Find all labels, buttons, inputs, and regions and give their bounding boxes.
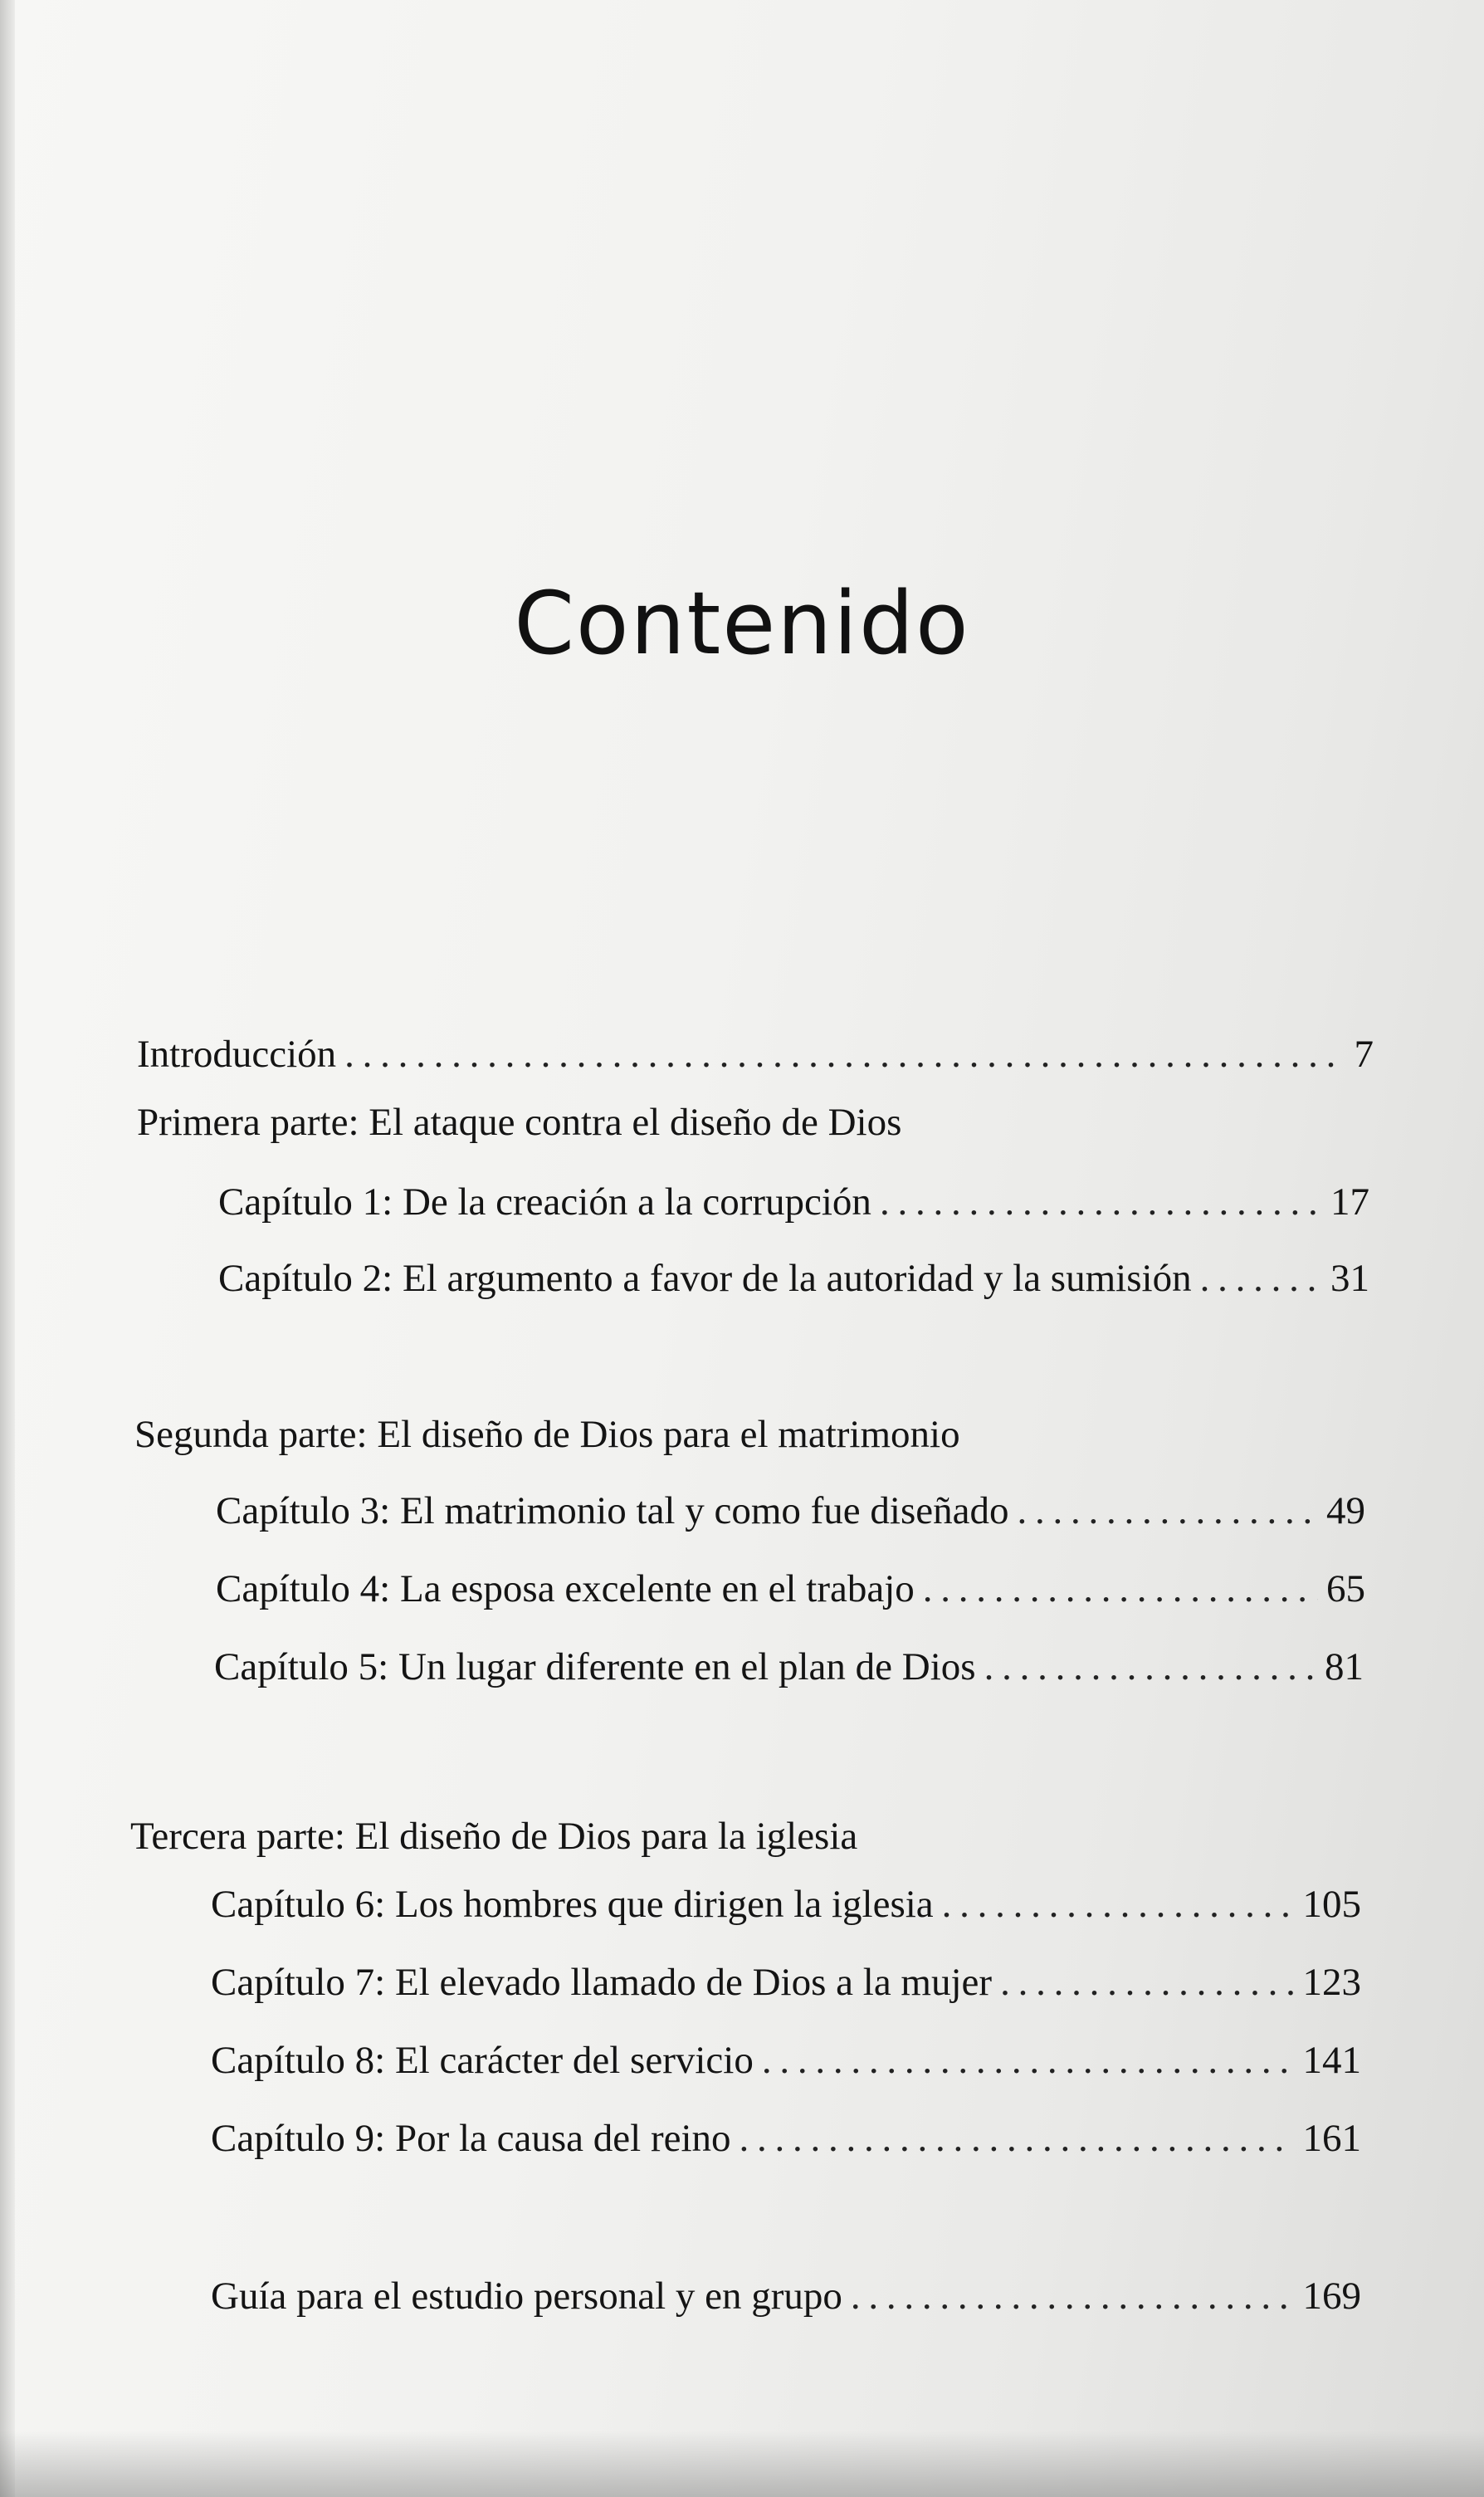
page-title: Contenido xyxy=(514,573,970,674)
dot-leader xyxy=(942,1879,1295,1929)
toc-entry-page: 123 xyxy=(1302,1961,1361,2004)
page-bottom-shadow xyxy=(0,2431,1484,2497)
toc-entry-page: 17 xyxy=(1330,1180,1369,1224)
toc-entry-chapter-5 xyxy=(214,1642,1364,1692)
toc-entry-introduction xyxy=(137,1029,1374,1079)
dot-leader xyxy=(923,1564,1318,1614)
toc-entry-label: Capítulo 8: El carácter del servicio xyxy=(211,2039,754,2082)
toc-entry-chapter-7 xyxy=(211,1957,1361,2007)
toc-entry-label: Introducción xyxy=(137,1033,337,1076)
part-heading-1: Primera parte: El ataque contra el diseño de Dios xyxy=(137,1101,902,1144)
toc-entry-chapter-4 xyxy=(216,1564,1365,1614)
toc-entry-page: 49 xyxy=(1326,1489,1365,1532)
dot-leader xyxy=(851,2271,1295,2321)
toc-entry-chapter-1 xyxy=(218,1177,1369,1227)
toc-entry-label: Capítulo 4: La esposa excelente en el trabajo xyxy=(216,1567,915,1610)
toc-entry-label: Capítulo 2: El argumento a favor de la autoridad y la sumisión xyxy=(218,1257,1192,1300)
toc-entry-chapter-2 xyxy=(218,1253,1369,1303)
dot-leader xyxy=(740,2113,1295,2163)
toc-entry-study-guide xyxy=(211,2271,1361,2321)
toc-entry-chapter-3 xyxy=(216,1486,1365,1536)
toc-entry-label: Capítulo 6: Los hombres que dirigen la iglesia xyxy=(211,1883,934,1926)
page-edge xyxy=(0,0,15,2497)
toc-entry-page: 31 xyxy=(1330,1257,1369,1300)
dot-leader xyxy=(1000,1957,1294,2007)
dot-leader xyxy=(1018,1486,1319,1536)
dot-leader xyxy=(1200,1253,1322,1303)
toc-entry-label: Guía para el estudio personal y en grupo xyxy=(211,2275,842,2318)
toc-entry-page: 81 xyxy=(1325,1645,1364,1688)
part-heading-3: Tercera parte: El diseño de Dios para la iglesia xyxy=(130,1815,858,1858)
toc-entry-page: 161 xyxy=(1302,2117,1361,2160)
dot-leader xyxy=(344,1029,1345,1079)
toc-entry-page: 169 xyxy=(1302,2275,1361,2318)
dot-leader xyxy=(762,2035,1295,2085)
toc-entry-label: Capítulo 1: De la creación a la corrupción xyxy=(218,1180,871,1224)
toc-entry-chapter-9 xyxy=(211,2113,1361,2163)
toc-entry-page: 7 xyxy=(1354,1033,1374,1076)
toc-entry-page: 65 xyxy=(1326,1567,1365,1610)
toc-entry-label: Capítulo 7: El elevado llamado de Dios a la mujer xyxy=(211,1961,993,2004)
toc-entry-label: Capítulo 5: Un lugar diferente en el plan de Dios xyxy=(214,1645,976,1688)
dot-leader xyxy=(984,1642,1316,1692)
part-heading-2: Segunda parte: El diseño de Dios para el matrimonio xyxy=(134,1413,960,1456)
toc-entry-chapter-6 xyxy=(211,1879,1361,1929)
toc-entry-page: 141 xyxy=(1302,2039,1361,2082)
toc-entry-page: 105 xyxy=(1302,1883,1361,1926)
toc-entry-label: Capítulo 3: El matrimonio tal y como fue diseñado xyxy=(216,1489,1009,1532)
toc-entry-label: Capítulo 9: Por la causa del reino xyxy=(211,2117,731,2160)
toc-entry-chapter-8 xyxy=(211,2035,1361,2085)
dot-leader xyxy=(880,1177,1322,1227)
